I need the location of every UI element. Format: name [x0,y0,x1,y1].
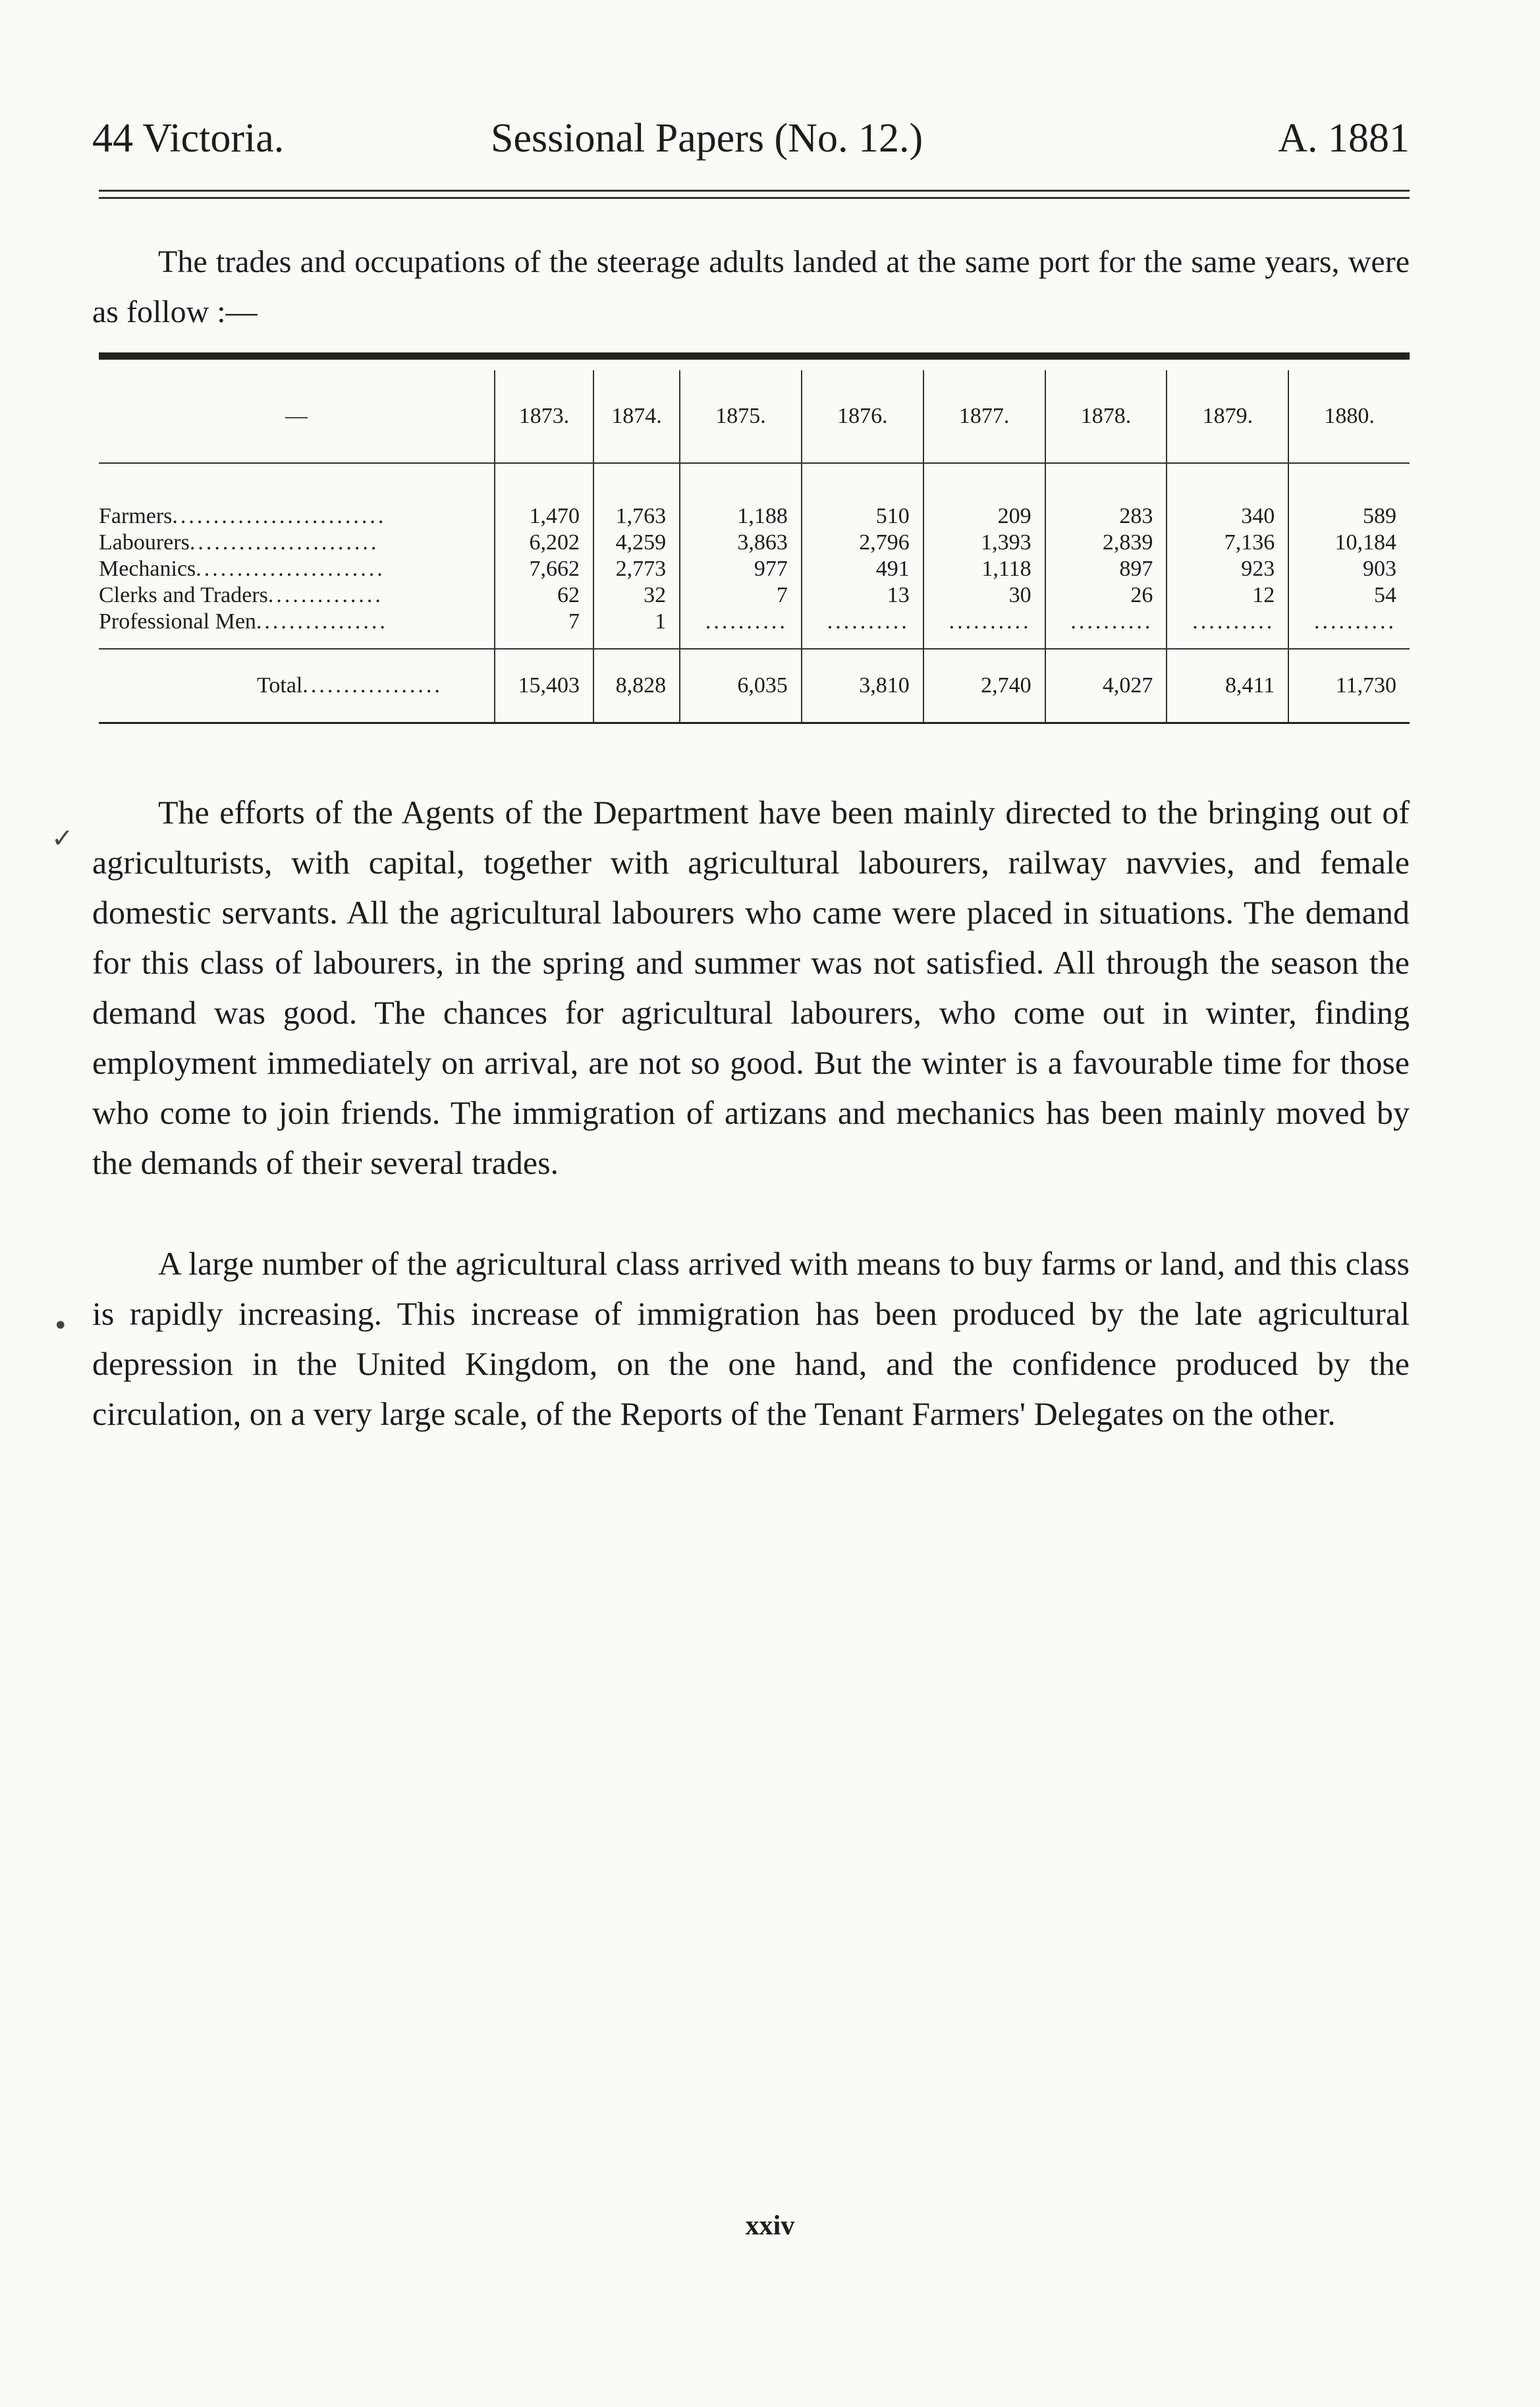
table-cell: 32 [593,582,680,609]
table-row [99,609,1410,649]
total-cell: 3,810 [802,649,923,723]
header-center: Sessional Papers (No. 12.) [491,116,923,161]
row-label: Labourers....................... [99,530,379,555]
total-cell: 8,828 [593,649,680,723]
header-right: A. 1881 [1278,116,1410,161]
table-cell: 2,839 [1045,530,1167,556]
year-header: 1879. [1167,370,1288,463]
table-cell: 589 [1288,463,1410,530]
table-cell: 903 [1288,556,1410,582]
table-header-row [99,370,1410,463]
table-cell: 977 [680,556,802,582]
paragraph-agricultural-class: A large number of the agricultural class arrived with means to buy farms or land, and this class is rapidly increasing. This increase of immigration has been produced by the late agricultural depression in the United Kingdom, on the one hand, and the confidence produced by the circulation, on a very large scale, of the Reports of the Tenant Farmers' Delegates on the other. [92,1245,1410,1432]
table-row [99,556,1410,582]
total-label: Total................. [99,649,495,723]
year-header: 1873. [495,370,593,463]
table-cell: 2,773 [593,556,680,582]
table-row [99,582,1410,609]
table-cell: 1,188 [680,463,802,530]
table-cell: 54 [1288,582,1410,609]
year-header: 1876. [802,370,923,463]
table-cell: 7,662 [495,556,593,582]
table-cell: 923 [1167,556,1288,582]
table-corner: — [99,370,495,463]
year-header: 1875. [680,370,802,463]
occupations-table-wrap [99,352,1410,724]
table-cell: 7 [495,609,593,649]
table-cell: 897 [1045,556,1167,582]
total-cell: 11,730 [1288,649,1410,723]
table-cell: 491 [802,556,923,582]
row-label: Farmers.......................... [99,504,387,528]
total-cell: 2,740 [923,649,1045,723]
intro-text: The trades and occupations of the steerage adults landed at the same port for the same years, were as follow :— [92,244,1410,329]
total-cell: 4,027 [1045,649,1167,723]
table-cell: 26 [1045,582,1167,609]
table-cell: 3,863 [680,530,802,556]
total-cell: 6,035 [680,649,802,723]
table-cell-empty: .......... [1045,609,1167,649]
table-cell: 1,393 [923,530,1045,556]
table-cell: 7,136 [1167,530,1288,556]
header-left: 44 Victoria. [92,116,285,161]
table-cell: 62 [495,582,593,609]
table-cell: 13 [802,582,923,609]
year-header: 1878. [1045,370,1167,463]
margin-dot-mark: • [53,1311,69,1341]
table-cell: 10,184 [1288,530,1410,556]
table-row [99,530,1410,556]
table-cell: 6,202 [495,530,593,556]
table-cell: 283 [1045,463,1167,530]
header-rule [99,190,1410,199]
paragraph-agents: The efforts of the Agents of the Department have been mainly directed to the bringing out of agriculturists, with capital, together with agricultural labourers, railway navvies, and female domestic servants. All the agricultural labourers who came were placed in situations. The demand for this class of labourers, in the spring and summer was not satisfied. All through the season the demand was good. The chances for agricultural labourers, who come out in winter, finding employment immediately on arrival, are not so good. But the winter is a favourable time for those who come to join friends. The immigration of artizans and mechanics has been mainly moved by the demands of their several trades. [92,794,1410,1181]
table-cell: 7 [680,582,802,609]
table-cell: 1,118 [923,556,1045,582]
page-header [92,115,1410,175]
year-header: 1874. [593,370,680,463]
table-cell: 12 [1167,582,1288,609]
table-cell-empty: .......... [680,609,802,649]
total-row [99,649,1410,723]
year-header: 1877. [923,370,1045,463]
table-cell: 510 [802,463,923,530]
margin-check-mark: ✓ [51,823,74,854]
year-header: 1880. [1288,370,1410,463]
total-cell: 8,411 [1167,649,1288,723]
row-label: Mechanics....................... [99,557,385,581]
table-top-rule [99,352,1410,360]
total-cell: 15,403 [495,649,593,723]
table-cell-empty: .......... [923,609,1045,649]
table-cell: 340 [1167,463,1288,530]
table-cell-empty: .......... [1288,609,1410,649]
table-cell: 30 [923,582,1045,609]
table-cell: 1,763 [593,463,680,530]
table-cell: 209 [923,463,1045,530]
table-cell: 4,259 [593,530,680,556]
occupations-table [99,370,1410,724]
table-cell: 1,470 [495,463,593,530]
table-cell-empty: .......... [802,609,923,649]
table-cell-empty: .......... [1167,609,1288,649]
page-number: xxiv [745,2211,795,2241]
table-row [99,463,1410,530]
row-label: Professional Men................ [99,609,495,649]
table-cell: 2,796 [802,530,923,556]
table-cell: 1 [593,609,680,649]
row-label: Clerks and Traders.............. [99,583,383,607]
